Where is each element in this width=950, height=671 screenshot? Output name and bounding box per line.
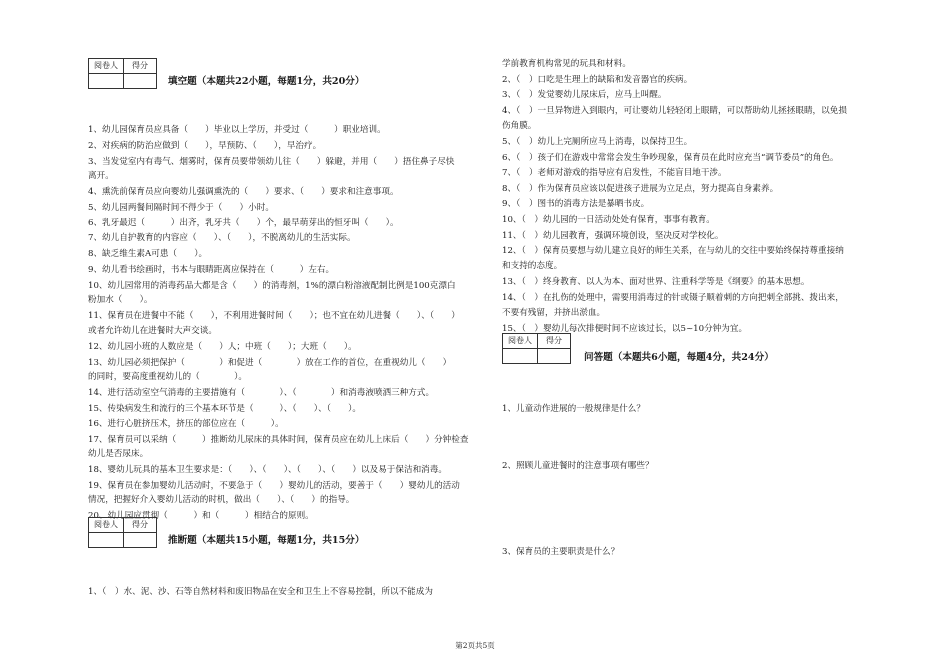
fill-section-title: 填空题（本题共22小题，每题1分，共20分）	[168, 76, 365, 87]
judge-item: 11、（ ）幼儿园教育，强调环境创设，坚决反对学校化。	[502, 231, 724, 241]
fill-item: 5、幼儿园两餐间隔时间不得少于（ ）小时。	[88, 203, 274, 213]
fill-item: 幼儿是否尿床。	[88, 449, 149, 459]
fill-item: 6、乳牙最迟（ ）出齐，乳牙共（ ）个，最早萌芽出的恒牙叫（ ）。	[88, 218, 399, 228]
judge-item: 伤角膜。	[502, 121, 537, 131]
fill-item: 2、对疾病的防治应做到（ ），早预防、（ ），早治疗。	[88, 141, 322, 151]
fill-item: 7、幼儿自护教育的内容应（ ）、（ ），不脱离幼儿的生活实际。	[88, 233, 356, 243]
judge-item: 4、（ ）一旦异物进入到眼内，可让婴幼儿轻轻闭上眼睛，可以帮助幼儿拯拯眼睛，以免损	[502, 106, 847, 116]
qa-item: 2、照顾儿童进餐时的注意事项有哪些？	[502, 461, 654, 471]
score-box-fill	[88, 58, 157, 89]
score-label: 得分	[124, 518, 157, 533]
qa-item: 1、儿童动作进展的一般规律是什么？	[502, 404, 645, 414]
reviewer-label: 阅卷人	[89, 518, 124, 533]
fill-item: 8、缺乏维生素A可患（ ）。	[88, 249, 208, 259]
judge-item: 6、（ ）孩子们在游戏中常常会发生争吵现象，保育员在此时应充当“调节委员”的角色。	[502, 153, 839, 163]
judge-item: 12、（ ）保育员要想与幼儿建立良好的师生关系，在与幼儿的交往中要始终保持尊重接纳	[502, 246, 844, 256]
judge-item: 7、（ ）老师对游戏的指导应有启发性，不能盲目地干涉。	[502, 168, 727, 178]
judge-item: 3、（ ）发觉婴幼儿尿床后，应马上叫醒。	[502, 90, 667, 100]
judge-item: 5、（ ）幼儿上完厕所应马上消毒，以保持卫生。	[502, 137, 693, 147]
fill-item: 20、幼儿园应贯彻（ ）和（ ）相结合的原则。	[88, 511, 314, 521]
fill-item: 10、幼儿园常用的消毒药品大都是含（ ）的消毒剂，1%的漂白粉溶液配制比例是100克漂白	[88, 281, 456, 291]
fill-item: 情况，把握好介入婴幼儿活动的时机，做出（ ）、（ ）的指导。	[88, 495, 355, 505]
judge-item: 10、（ ）幼儿园的一日活动处处有保育，事事有教育。	[502, 215, 715, 225]
fill-item: 或者允许幼儿在进餐时大声交谈。	[88, 326, 217, 336]
score-cell	[124, 73, 157, 88]
score-cell	[124, 532, 157, 547]
fill-item: 3、当发觉室内有毒气、烟雾时，保育员要带领幼儿往（ ）躲避，并用（ ）捂住鼻子尽快	[88, 157, 455, 167]
fill-item: 14、进行活动室空气消毒的主要措施有（ ）、（ ）和消毒液喷洒三种方式。	[88, 388, 435, 398]
fill-item: 16、进行心脏挤压术，挤压的部位应在（ ）。	[88, 419, 284, 429]
score-label: 得分	[538, 334, 571, 349]
judge-section-title: 推断题（本题共15小题，每题1分，共15分）	[168, 535, 365, 546]
score-label: 得分	[124, 59, 157, 74]
fill-item: 的同时，要高度重视幼儿的（ ）。	[88, 372, 247, 382]
judge-item: 1、（ ）水、泥、沙、石等自然材料和废旧物品在安全和卫生上不容易控制，所以不能成为	[88, 587, 433, 597]
fill-item: 4、熏洗前保育员应向婴幼儿强调熏洗的（ ）要求、（ ）要求和注意事项。	[88, 187, 399, 197]
fill-item: 17、保育员可以采纳（ ）推断幼儿尿床的具体时间，保育员应在幼儿上床后（ ）分钟检查	[88, 435, 469, 445]
fill-item: 粉加水（ ）。	[88, 295, 153, 305]
fill-item: 18、婴幼儿玩具的基本卫生要求是：（ ）、（ ）、（ ）、（ ）以及易于保洁和消毒。	[88, 465, 447, 475]
judge-item: 和支持的态度。	[502, 261, 563, 271]
qa-item: 3、保育员的主要职责是什么？	[502, 547, 620, 557]
reviewer-label: 阅卷人	[89, 59, 124, 74]
page-footer: 第2页共5页	[455, 641, 495, 650]
reviewer-cell	[89, 73, 124, 88]
fill-item: 离开。	[88, 171, 114, 181]
qa-section-title: 问答题（本题共6小题，每题4分，共24分）	[584, 352, 774, 363]
fill-item: 1、幼儿园保育员应具备（ ）毕业以上学历，并受过（ ）职业培训。	[88, 125, 386, 135]
judge-item: 不要有残留，并挤出淤血。	[502, 308, 606, 318]
judge-item: 8、（ ）作为保育员应该以促进孩子进展为立足点，努力提高自身素养。	[502, 184, 779, 194]
judge-item: 13、（ ）终身教育、以人为本、面对世界、注重科学等是《纲要》的基本思想。	[502, 277, 810, 287]
fill-item: 13、幼儿园必须把保护（ ）和促进（ ）放在工作的首位，在重视幼儿（ ）	[88, 358, 452, 368]
judge-item: 15、（ ）婴幼儿每次排便时间不应该过长，以5~10分钟为宜。	[502, 324, 748, 334]
judge-item: 14、（ ）在扎伤的处理中，需要用消毒过的针或镊子顺着刺的方向把刺全部挑、拨出来，	[502, 293, 844, 303]
judge-item: 2、（ ）口吃是生理上的缺陷和发音器官的疾病。	[502, 75, 693, 85]
score-box-qa	[502, 333, 571, 364]
fill-item: 12、幼儿园小班的人数应是（ ）人；中班（ ）；大班（ ）。	[88, 342, 357, 352]
judge-item: 学前教育机构常见的玩具和材料。	[502, 59, 631, 69]
fill-item: 15、传染病发生和流行的三个基本环节是（ ）、（ ）、（ ）。	[88, 404, 362, 414]
judge-item: 9、（ ）图书的消毒方法是暴晒书皮。	[502, 199, 650, 209]
score-box-judge	[88, 517, 157, 548]
reviewer-cell	[89, 532, 124, 547]
fill-item: 9、幼儿看书绘画时，书本与眼睛距离应保持在（ ）左右。	[88, 265, 335, 275]
reviewer-cell	[503, 348, 538, 363]
score-cell	[538, 348, 571, 363]
fill-item: 19、保育员在参加婴幼儿活动时，不要急于（ ）婴幼儿的活动，要善于（ ）婴幼儿的活动	[88, 481, 460, 491]
fill-item: 11、保育员在进餐中不能（ ），不利用进餐时间（ ）；也不宜在幼儿进餐（ ）、（ ）	[88, 311, 460, 321]
reviewer-label: 阅卷人	[503, 334, 538, 349]
